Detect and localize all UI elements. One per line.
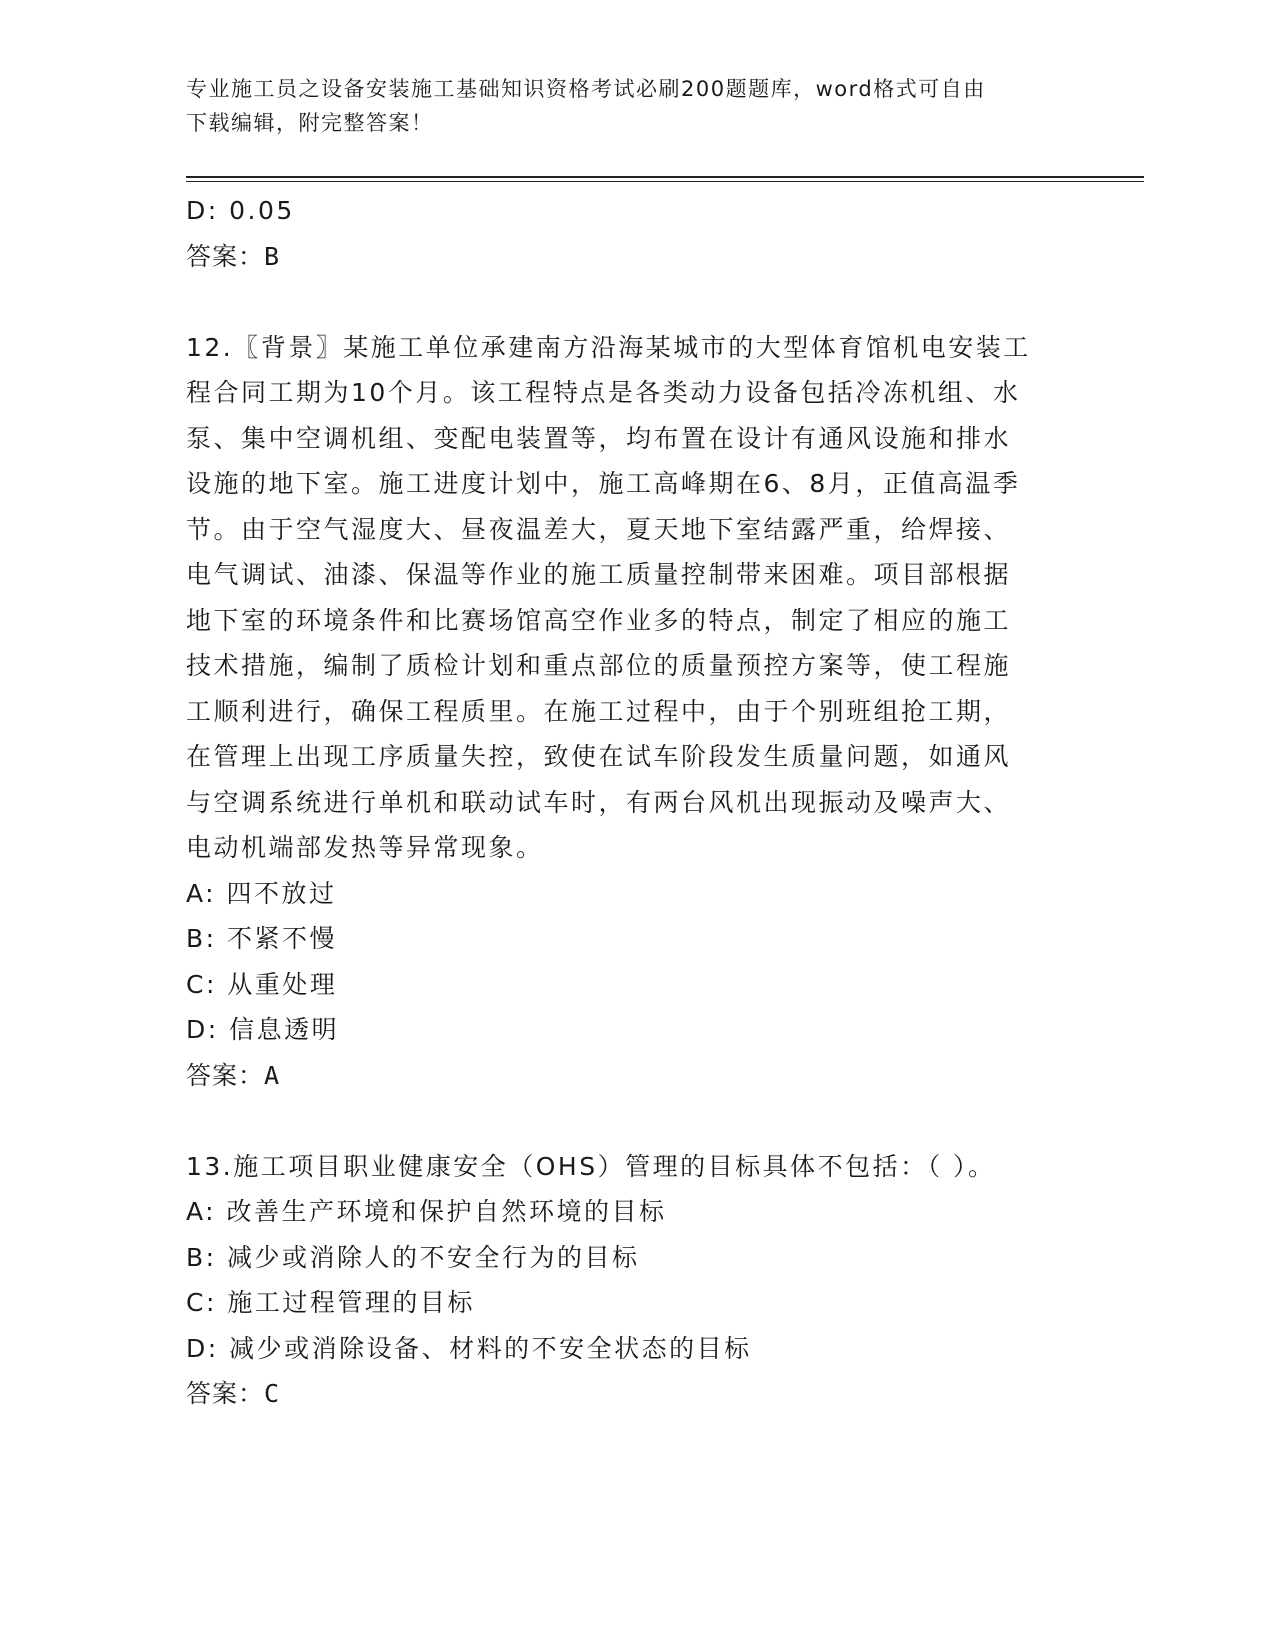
- spacer: [186, 279, 1086, 325]
- question-stem-line: 与空调系统进行单机和联动试车时，有两台风机出现振动及噪声大、: [186, 787, 1012, 817]
- question-stem-line: 电动机端部发热等异常现象。: [186, 833, 544, 862]
- option-b: B: 不紧不慢: [186, 924, 338, 953]
- question-stem-line: 泵、集中空调机组、变配电装置等，均布置在设计有通风设施和排水: [186, 423, 1012, 453]
- question-stem-line: 12.〖背景〗某施工单位承建南方沿海某城市的大型体育馆机电安装工: [186, 332, 1031, 362]
- spacer: [186, 1098, 1086, 1144]
- option-d: D: 0.05: [186, 196, 295, 225]
- header-title-line-2: 下载编辑，附完整答案！: [186, 111, 434, 135]
- answer-line: 答案：B: [186, 241, 281, 271]
- question-stem-line: 技术措施，编制了质检计划和重点部位的质量预控方案等，使工程施: [186, 651, 1012, 680]
- question-stem-line: 地下室的环境条件和比赛场馆高空作业多的特点，制定了相应的施工: [186, 605, 1012, 635]
- question-stem-line: 13.施工项目职业健康安全（OHS）管理的目标具体不包括：（ ）。: [186, 1151, 996, 1181]
- header-title-line-1: 专业施工员之设备安装施工基础知识资格考试必刷200题题库，word格式可自由: [186, 77, 986, 101]
- answer-line: 答案：A: [186, 1060, 281, 1090]
- header-divider: [186, 176, 1144, 178]
- question-stem-line: 电气调试、油漆、保温等作业的施工质量控制带来困难。项目部根据: [186, 560, 1012, 589]
- header-divider-thin: [186, 181, 1144, 182]
- question-stem-line: 设施的地下室。施工进度计划中，施工高峰期在6、8月，正值高温季: [186, 469, 1021, 498]
- option-a: A: 四不放过: [186, 878, 337, 908]
- option-d: D: 减少或消除设备、材料的不安全状态的目标: [186, 1333, 752, 1363]
- option-d: D: 信息透明: [186, 1015, 340, 1044]
- page-header: [186, 72, 1086, 140]
- question-12: [186, 325, 1086, 1099]
- question-11: [186, 188, 1086, 279]
- question-stem-line: 工顺利进行，确保工程质里。在施工过程中，由于个别班组抢工期，: [186, 696, 1012, 726]
- option-c: C: 从重处理: [186, 969, 338, 999]
- question-stem-line: 节。由于空气湿度大、昼夜温差大，夏天地下室结露严重，给焊接、: [186, 514, 1012, 544]
- option-c: C: 施工过程管理的目标: [186, 1288, 475, 1317]
- question-13: [186, 1144, 1086, 1417]
- document-body: [186, 188, 1086, 1417]
- option-a: A: 改善生产环境和保护自然环境的目标: [186, 1197, 667, 1226]
- question-stem-line: 程合同工期为10个月。该工程特点是各类动力设备包括冷冻机组、水: [186, 378, 1021, 407]
- answer-line: 答案：C: [186, 1379, 281, 1408]
- option-b: B: 减少或消除人的不安全行为的目标: [186, 1242, 640, 1272]
- question-stem-line: 在管理上出现工序质量失控，致使在试车阶段发生质量问题，如通风: [186, 742, 1012, 771]
